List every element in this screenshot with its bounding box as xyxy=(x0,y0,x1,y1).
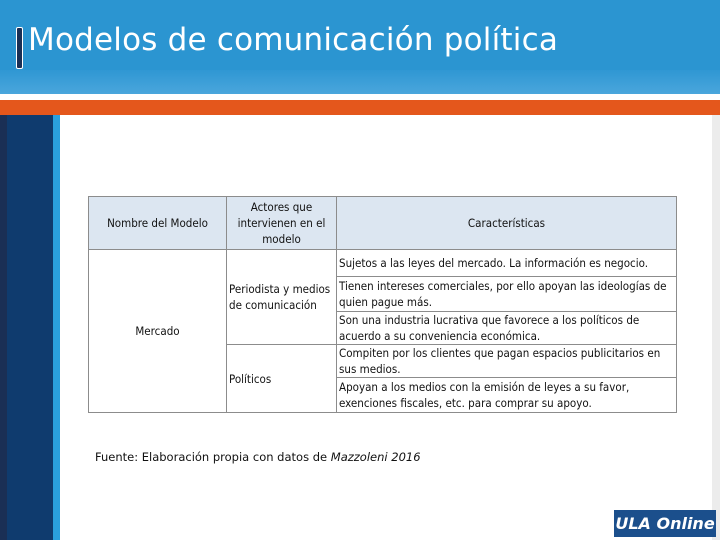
characteristic-cell: Sujetos a las leyes del mercado. La información es negocio. xyxy=(337,250,677,277)
models-table xyxy=(88,196,677,413)
source-note xyxy=(95,450,421,464)
table-header-row xyxy=(89,197,677,250)
left-dark-stripe xyxy=(0,115,7,540)
model-name-cell: Mercado xyxy=(89,250,227,413)
right-edge xyxy=(712,115,720,540)
header-model-name: Nombre del Modelo xyxy=(89,197,227,250)
characteristic-cell: Compiten por los clientes que pagan espacios publicitarios en sus medios. xyxy=(337,345,677,378)
slide-title: Modelos de comunicación política xyxy=(28,22,559,58)
characteristic-cell: Son una industria lucrativa que favorece a los políticos de acuerdo a su conveniencia económica. xyxy=(337,312,677,345)
actor-cell: Políticos xyxy=(227,345,337,413)
characteristic-cell: Tienen intereses comerciales, por ello apoyan las ideologías de quien pague más. xyxy=(337,277,677,312)
left-side-panel xyxy=(7,115,53,540)
header-characteristics: Características xyxy=(337,197,677,250)
source-prefix: Fuente: Elaboración propia con datos de xyxy=(95,450,328,464)
actor-cell: Periodista y medios de comunicación xyxy=(227,250,337,345)
title-marker xyxy=(16,27,23,69)
title-bar-shade xyxy=(0,70,720,94)
table-row xyxy=(89,250,677,277)
source-citation: Mazzoleni 2016 xyxy=(330,450,421,464)
accent-bar xyxy=(0,100,720,115)
ula-online-logo: ULA Online xyxy=(614,510,716,537)
header-actors: Actores que intervienen en el modelo xyxy=(227,197,337,250)
characteristic-cell: Apoyan a los medios con la emisión de leyes a su favor, exenciones fiscales, etc. para comprar su apoyo. xyxy=(337,378,677,413)
left-light-stripe xyxy=(53,115,60,540)
